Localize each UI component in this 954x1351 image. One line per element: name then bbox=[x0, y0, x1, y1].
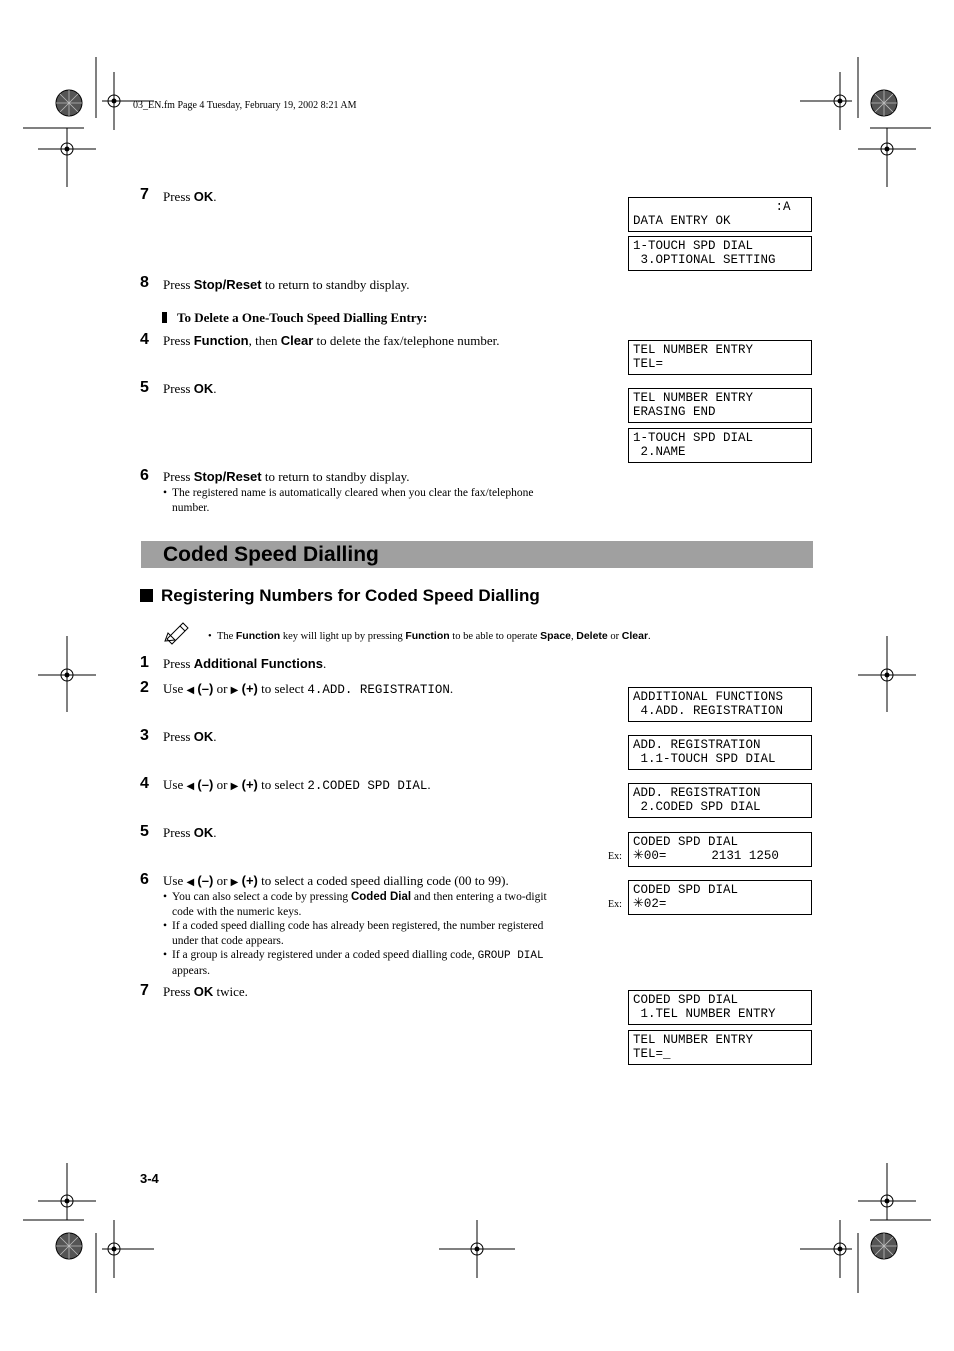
starburst-top-left bbox=[56, 90, 82, 116]
target-right-lower bbox=[858, 1163, 916, 1220]
step-number: 8 bbox=[140, 274, 149, 291]
target-left-upper bbox=[38, 128, 96, 187]
bullet-item: • If a group is already registered under a coded speed dialling code, GROUP DIAL appears. bbox=[163, 948, 593, 978]
lcd-display: CODED SPD DIAL ✳02= bbox=[628, 880, 812, 915]
starburst-bottom-left bbox=[56, 1233, 82, 1259]
step-text: Use ◀ (–) or ▶ (+) to select 4.ADD. REGISTRATION. bbox=[163, 681, 454, 697]
delete-heading: To Delete a One-Touch Speed Dialling Entry: bbox=[163, 310, 427, 326]
right-arrow-icon: ▶ bbox=[230, 685, 239, 696]
step-number: 6 bbox=[140, 467, 149, 484]
bullet-item: • You can also select a code by pressing Coded Dial and then entering a two-digit code with the numeric keys. bbox=[163, 890, 593, 919]
lcd-display: :A DATA ENTRY OK bbox=[628, 197, 812, 232]
target-right-upper bbox=[858, 128, 916, 187]
right-arrow-icon: ▶ bbox=[230, 781, 239, 792]
file-header: 03_EN.fm Page 4 Tuesday, February 19, 2002 8:21 AM bbox=[133, 100, 357, 111]
step-text: Press Stop/Reset to return to standby display. bbox=[163, 469, 410, 484]
step-number: 5 bbox=[140, 379, 149, 396]
example-label: Ex: bbox=[608, 899, 622, 910]
bullet-item: • If a coded speed dialling code has already been registered, the number registered under that code appears. bbox=[163, 919, 593, 948]
step-text: Press Function, then Clear to delete the fax/telephone number. bbox=[163, 333, 500, 348]
target-top-right bbox=[800, 72, 852, 130]
step-text: Use ◀ (–) or ▶ (+) to select 2.CODED SPD DIAL. bbox=[163, 777, 431, 793]
pencil-note-icon bbox=[163, 622, 191, 646]
lcd-display: TEL NUMBER ENTRY TEL= bbox=[628, 340, 812, 375]
step-number: 6 bbox=[140, 871, 149, 888]
left-arrow-icon: ◀ bbox=[186, 877, 195, 888]
lcd-display: ADDITIONAL FUNCTIONS 4.ADD. REGISTRATION bbox=[628, 687, 812, 722]
step-number: 2 bbox=[140, 679, 149, 696]
step-number: 4 bbox=[140, 331, 149, 348]
step-number: 7 bbox=[140, 186, 149, 203]
lcd-display: CODED SPD DIAL 1.TEL NUMBER ENTRY bbox=[628, 990, 812, 1025]
starburst-bottom-right bbox=[871, 1233, 897, 1259]
step-number: 5 bbox=[140, 823, 149, 840]
page-number: 3-4 bbox=[140, 1171, 159, 1186]
lcd-display: ADD. REGISTRATION 2.CODED SPD DIAL bbox=[628, 783, 812, 818]
asterisk-icon: ✳ bbox=[633, 896, 644, 911]
square-bullet-icon bbox=[140, 589, 153, 602]
step-text: Press OK. bbox=[163, 825, 217, 840]
step-text: Press OK. bbox=[163, 381, 217, 396]
step-text: Press Additional Functions. bbox=[163, 656, 327, 671]
lcd-display: TEL NUMBER ENTRY ERASING END bbox=[628, 388, 812, 423]
step-text: Press OK. bbox=[163, 189, 217, 204]
target-left-lower bbox=[38, 1163, 96, 1220]
lcd-display: ADD. REGISTRATION 1.1-TOUCH SPD DIAL bbox=[628, 735, 812, 770]
step-number: 1 bbox=[140, 654, 149, 671]
step-text: Press Stop/Reset to return to standby display. bbox=[163, 277, 410, 292]
subsection-title: Registering Numbers for Coded Speed Dialling bbox=[140, 586, 540, 606]
step-number: 7 bbox=[140, 982, 149, 999]
asterisk-icon: ✳ bbox=[633, 848, 644, 863]
bullet-item: • The registered name is automatically cleared when you clear the fax/telephone number. bbox=[163, 486, 593, 515]
note-text: • The Function key will light up by pressing Function to be able to operate Space, Delete or Clear. bbox=[208, 630, 651, 642]
step-text: Press OK twice. bbox=[163, 984, 248, 999]
target-bottom-left bbox=[102, 1220, 154, 1278]
lcd-display: 1-TOUCH SPD DIAL 2.NAME bbox=[628, 428, 812, 463]
bullet-list bbox=[163, 486, 593, 515]
heading-marker bbox=[162, 312, 167, 323]
left-arrow-icon: ◀ bbox=[186, 685, 195, 696]
step-text: Press OK. bbox=[163, 729, 217, 744]
lcd-display: TEL NUMBER ENTRY TEL=_ bbox=[628, 1030, 812, 1065]
starburst-top-right bbox=[871, 90, 897, 116]
step-number: 4 bbox=[140, 775, 149, 792]
bullet-list bbox=[163, 890, 593, 978]
step-number: 3 bbox=[140, 727, 149, 744]
target-bottom-right bbox=[800, 1220, 852, 1278]
example-label: Ex: bbox=[608, 851, 622, 862]
lcd-display: 1-TOUCH SPD DIAL 3.OPTIONAL SETTING bbox=[628, 236, 812, 271]
right-arrow-icon: ▶ bbox=[230, 877, 239, 888]
section-title: Coded Speed Dialling bbox=[163, 543, 379, 566]
lcd-display: CODED SPD DIAL ✳00= 2131 1250 bbox=[628, 832, 812, 867]
step-text: Use ◀ (–) or ▶ (+) to select a coded speed dialling code (00 to 99). bbox=[163, 873, 509, 888]
left-arrow-icon: ◀ bbox=[186, 781, 195, 792]
